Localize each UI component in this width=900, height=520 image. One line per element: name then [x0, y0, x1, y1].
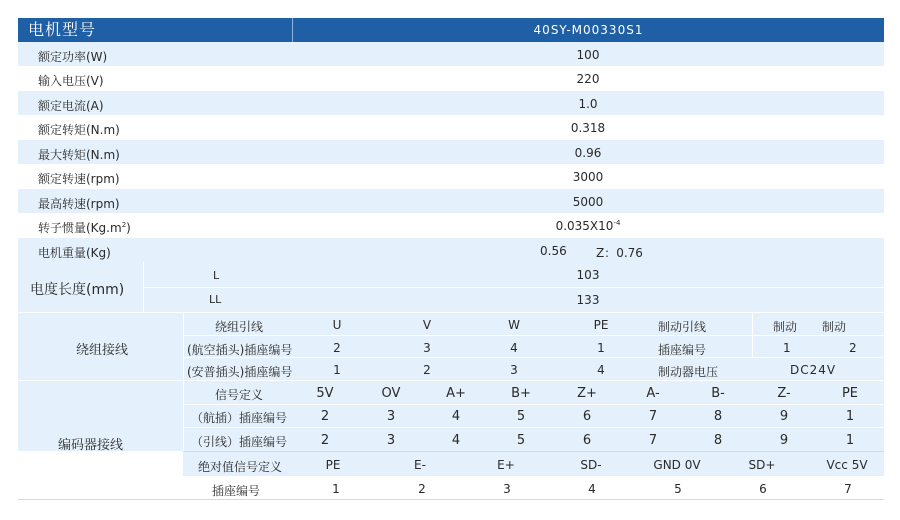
encoder-cell: 8: [713, 433, 723, 448]
divider: [183, 427, 884, 428]
encoder-row-name: 信号定义: [215, 388, 264, 402]
spec-row: [18, 66, 884, 91]
encoder-cell: A-: [646, 386, 660, 401]
spec-label: 输入电压(V): [38, 74, 104, 88]
encoder-cell: 3: [386, 433, 396, 448]
spec-row: [18, 115, 884, 140]
winding-cell: W: [508, 318, 520, 332]
encoder-cell: 6: [582, 433, 592, 448]
winding-cell: 4: [510, 341, 518, 355]
length-LL-label: LL: [209, 293, 222, 306]
encoder-cell: 5V: [316, 386, 334, 401]
winding-cell: 4: [597, 363, 605, 377]
spec-value: 5000: [572, 195, 604, 209]
encoder-cell: 1: [845, 409, 855, 424]
encoder-cell: 5: [516, 409, 526, 424]
abs-cell: PE: [325, 458, 341, 472]
spec-value: 3000: [572, 170, 604, 184]
spec-label: 额定功率(W): [38, 50, 108, 64]
encoder-cell: 8: [713, 409, 723, 424]
length-LL-value: 133: [576, 293, 600, 307]
spec-label: 额定转矩(N.m): [38, 123, 120, 137]
length-L-label: L: [213, 269, 220, 282]
spec-value-text: 0.035X10: [555, 219, 614, 233]
spec-label: 额定转速(rpm): [38, 172, 120, 186]
divider: [183, 381, 184, 451]
winding-cell: PE: [593, 318, 609, 332]
brake-pin: 2: [849, 341, 857, 355]
spec-value: 1.0: [578, 97, 598, 111]
encoder-cell: Z+: [577, 386, 597, 401]
encoder-cell: 4: [451, 433, 461, 448]
motor-model-value: 40SY-M00330S1: [533, 23, 644, 37]
brake-label: 制动: [822, 320, 847, 334]
spec-label: [38, 219, 131, 236]
divider: [183, 404, 884, 405]
abs-row-name: 绝对值信号定义: [198, 460, 283, 474]
abs-cell: SD+: [748, 458, 776, 472]
encoder-cell: 3: [386, 409, 396, 424]
encoder-cell: 7: [648, 433, 658, 448]
winding-cell: U: [332, 318, 342, 332]
spec-value-sup: -4: [613, 219, 621, 227]
divider: [183, 335, 884, 336]
abs-row-name: 插座编号: [212, 484, 261, 498]
divider: [183, 313, 184, 380]
brake-voltage-label: 制动器电压: [658, 365, 719, 379]
encoder-cell: OV: [381, 386, 401, 401]
winding-cell: V: [422, 318, 432, 332]
encoder-cell: 4: [451, 409, 461, 424]
spec-label: 最大转矩(N.m): [38, 148, 120, 162]
brake-voltage-value: DC24V: [790, 363, 837, 377]
length-L-value: 103: [576, 268, 600, 282]
spec-row: [18, 164, 884, 189]
winding-cell: 3: [510, 363, 518, 377]
abs-cell: 6: [759, 482, 767, 496]
socket-no-label: 插座编号: [658, 343, 707, 357]
encoder-cell: A+: [446, 386, 466, 401]
brake-label: 制动: [773, 320, 798, 334]
encoder-cell: 9: [779, 409, 789, 424]
bottom-rule: [18, 499, 884, 500]
abs-cell: Vcc 5V: [826, 458, 868, 472]
encoder-cell: 2: [320, 433, 330, 448]
weight-value-z: Z：0.76: [596, 246, 643, 260]
winding-label: 绕组接线: [76, 343, 129, 358]
abs-cell: SD-: [580, 458, 602, 472]
winding-row-name: (安普插头)插座编号: [187, 365, 293, 379]
spec-row: [18, 91, 884, 115]
abs-cell: 2: [418, 482, 426, 496]
spec-label: 最高转速(rpm): [38, 197, 120, 211]
abs-cell: E+: [497, 458, 515, 472]
abs-cell: GND 0V: [653, 458, 701, 472]
winding-cell: 3: [423, 341, 431, 355]
spec-value: [292, 219, 884, 233]
abs-cell: E-: [414, 458, 426, 472]
spec-label-text: 转子惯量(Kg.m: [38, 221, 122, 235]
encoder-row-name: （航插）插座编号: [191, 411, 288, 425]
encoder-cell: 9: [779, 433, 789, 448]
brake-pin: 1: [783, 341, 791, 355]
abs-cell: 4: [588, 482, 596, 496]
encoder-row-name: （引线）插座编号: [191, 435, 288, 449]
abs-cell: 3: [503, 482, 511, 496]
spec-row: [18, 189, 884, 213]
winding-cell: 1: [333, 363, 341, 377]
spec-label-sup: 2: [121, 221, 127, 229]
winding-cell: 1: [597, 341, 605, 355]
winding-row-name: (航空插头)插座编号: [187, 343, 293, 357]
spec-label: 电机重量(Kg): [38, 246, 111, 260]
encoder-cell: 1: [845, 433, 855, 448]
encoder-cell: 7: [648, 409, 658, 424]
spec-value: 0.318: [570, 121, 606, 135]
brake-lead-label: 制动引线: [658, 320, 707, 334]
spec-label-end: ): [126, 221, 131, 235]
winding-row-name: 绕组引线: [215, 320, 264, 334]
encoder-cell: 6: [582, 409, 592, 424]
encoder-cell: B-: [711, 386, 725, 401]
abs-cell: 5: [674, 482, 682, 496]
spec-value: 100: [576, 48, 600, 62]
spec-value: 220: [576, 72, 600, 86]
encoder-cell: 2: [320, 409, 330, 424]
divider: [143, 287, 884, 288]
encoder-cell: PE: [841, 386, 859, 401]
spec-label: 额定电流(A): [38, 99, 104, 113]
encoder-label: 编码器接线: [58, 438, 124, 453]
encoder-cell: Z-: [777, 386, 791, 401]
spec-row: [18, 238, 884, 262]
spec-row: [18, 213, 884, 238]
encoder-cell: 5: [516, 433, 526, 448]
winding-cell: 2: [333, 341, 341, 355]
spec-value: 0.96: [574, 146, 602, 160]
spec-row: [18, 140, 884, 164]
table-header: [18, 18, 884, 42]
abs-cell: 1: [332, 482, 340, 496]
spec-row: [18, 42, 884, 66]
weight-value: 0.56: [540, 244, 567, 258]
motor-model-label: 电机型号: [28, 20, 97, 39]
abs-cell: 7: [844, 482, 852, 496]
encoder-cell: B+: [511, 386, 531, 401]
length-label: 电度长度(mm): [30, 282, 125, 298]
winding-cell: 2: [423, 363, 431, 377]
